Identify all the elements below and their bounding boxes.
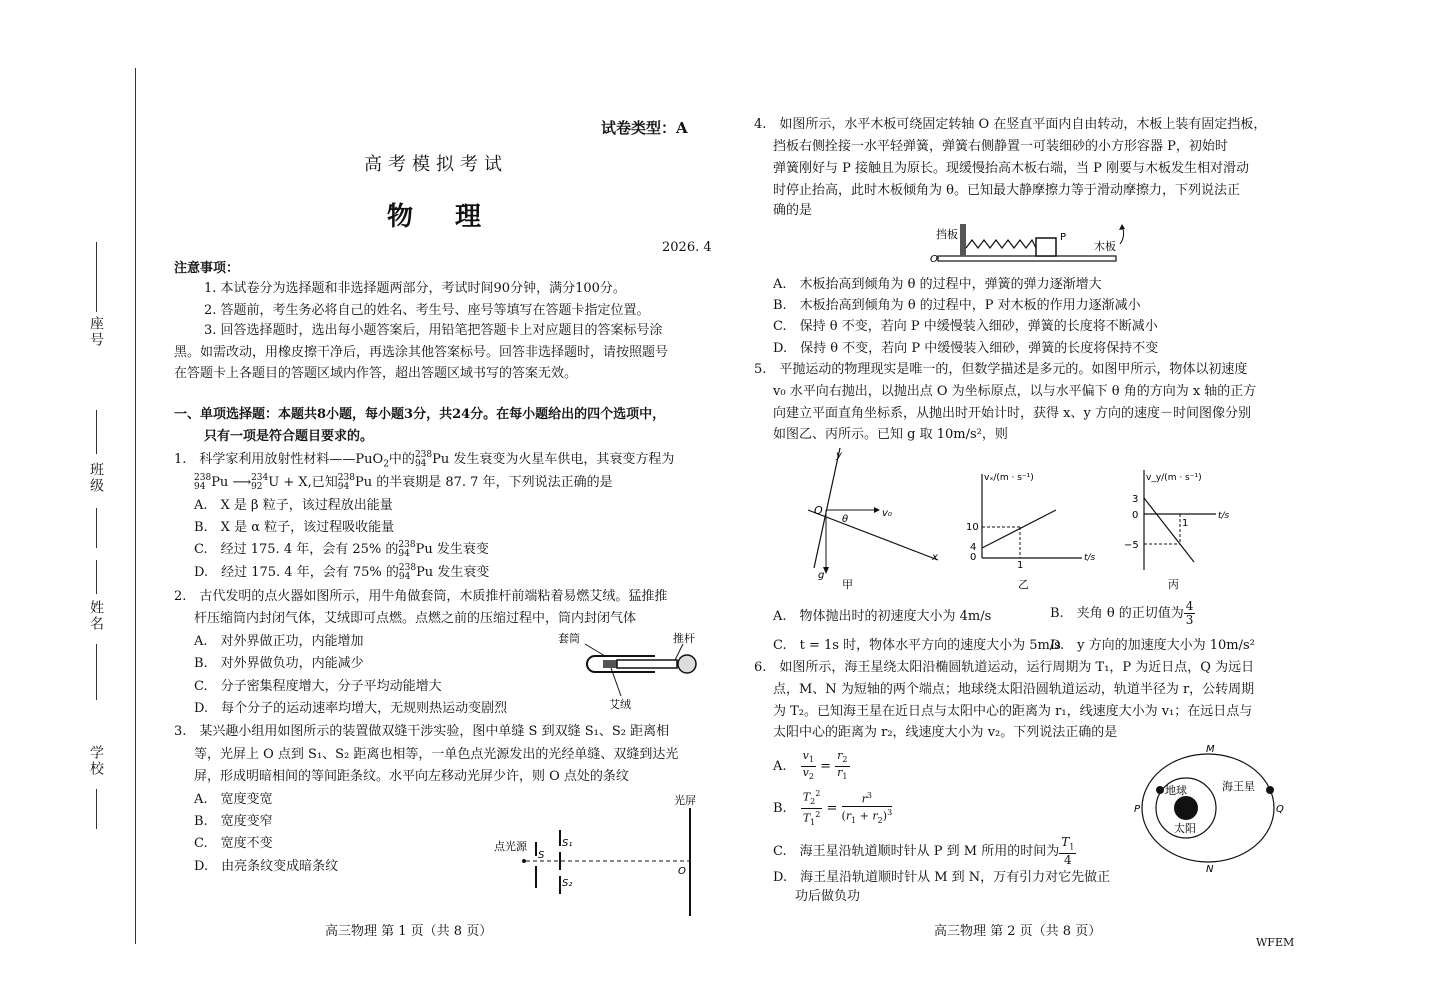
option-d-cont: 功后做负功 <box>795 889 861 904</box>
option-a: A. X 是 β 粒子，该过程放出能量 <box>194 498 393 513</box>
svg-text:甲: 甲 <box>842 578 853 590</box>
question-5-line: 如图乙、丙所示。已知 g 取 10m/s²，则 <box>773 427 1008 442</box>
notice-title: 注意事项： <box>174 261 240 276</box>
option-c: C. 宽度不变 <box>194 836 273 851</box>
option-b: B. 宽度变窄 <box>194 814 273 829</box>
option-a: A. $\frac{v_1}{v_2}$ = $\frac{r_2}{r_1}$ <box>773 749 848 782</box>
question-6-line: 6. 如图所示，海王星绕太阳沿椭圆轨道运动，运行周期为 T₁，P 为近日点，Q 为远日 <box>754 660 1255 675</box>
svg-text:丙: 丙 <box>1168 578 1179 590</box>
corner-mark: WFEM <box>1256 936 1295 949</box>
question-4-line: 时停止抬高，此时木板倾角为 θ。已知最大静摩擦力等于滑动摩擦力，下列说法正 <box>773 183 1240 198</box>
option-b: B. 木板抬高到倾角为 θ 的过程中，P 对木板的作用力逐渐减小 <box>773 298 1141 313</box>
question-2-line: 2. 古代发明的点火器如图所示，用牛角做套筒，木质推杆前端粘着易燃艾绒。猛推推 <box>174 589 668 604</box>
option-c: C. t = 1s 时，物体水平方向的速度大小为 5m/s <box>773 638 1061 653</box>
svg-text:3: 3 <box>1132 494 1139 505</box>
double-slit-figure <box>490 790 710 920</box>
question-6-line: 为 T₂。已知海王星在近日点与太阳中心的距离为 r₁，线速度大小为 v₁；在远日点与 <box>773 704 1253 719</box>
question-1-line: 1. 科学家利用放射性材料——PuO$_2$中的 238 94 Pu 发生衰变为火星车供电，其衰变方程为 <box>174 449 675 470</box>
label-sleeve: 套筒 <box>558 632 580 645</box>
neptune-orbit <box>1142 754 1274 862</box>
svg-text:vₓ/(m · s⁻¹): vₓ/(m · s⁻¹) <box>984 473 1034 483</box>
svg-text:N: N <box>1206 864 1214 874</box>
spring-board-figure <box>928 218 1134 268</box>
question-5-line: 5. 平抛运动的物理现实是唯一的，但数学描述是多元的。如图甲所示，物体以初速度 <box>754 362 1248 377</box>
option-c: C. 海王星沿轨道顺时针从 P 到 M 所用的时间为 $\frac{T_1}{4}$ <box>773 835 1075 868</box>
rod-handle <box>678 655 696 673</box>
binding-field-class: 班级 <box>86 410 106 550</box>
svg-text:S₁: S₁ <box>562 838 573 849</box>
notice-item: 在答题卡上各题目的答题区域内作答，超出答题区域书写的答案无效。 <box>174 366 578 381</box>
svg-text:4: 4 <box>970 542 977 553</box>
binding-field-name: 姓名 <box>86 560 106 700</box>
vx-line <box>982 510 1056 548</box>
option-b: B. X 是 α 粒子，该过程吸收能量 <box>194 520 395 535</box>
question-6-line: 点，M、N 为短轴的两个端点；地球绕太阳沿圆轨道运动，轨道半径为 r，公转周期 <box>773 682 1255 697</box>
rod-shape <box>617 660 677 668</box>
question-5-line: v₀ 水平向右抛出，以抛出点 O 为坐标原点，以与水平偏下 θ 角的方向为 x 轴的正方 <box>773 384 1257 399</box>
vy-line <box>1144 498 1194 562</box>
svg-text:θ: θ <box>842 514 849 525</box>
page-footer-left: 高三物理 第 1 页（共 8 页） <box>325 924 493 939</box>
svg-text:10: 10 <box>966 522 979 533</box>
section-heading: 一、单项选择题：本题共8小题，每小题3分，共24分。在每小题给出的四个选项中， <box>174 407 666 422</box>
option-a: A. 物体抛出时的初速度大小为 4m/s <box>773 609 992 624</box>
option-b: B. 夹角 θ 的正切值为 $\frac{4}{3}$ <box>1050 599 1194 627</box>
section-heading: 只有一项是符合题目要求的。 <box>204 429 374 444</box>
svg-text:地球: 地球 <box>1165 784 1187 797</box>
binding-margin-line <box>135 68 136 944</box>
option-d: D. 每个分子的运动速率均增大，无规则热运动变剧烈 <box>194 701 508 716</box>
question-3-line: 3. 某兴趣小组用如图所示的装置做双缝干涉实验，图中单缝 S 到双缝 S₁、S₂ 距离相 <box>174 724 670 739</box>
option-d: D. 保持 θ 不变，若向 P 中缓慢装入细砂，弹簧的长度将保持不变 <box>773 341 1159 356</box>
svg-text:太阳: 太阳 <box>1174 822 1196 835</box>
question-5-line: 向建立平面直角坐标系，从抛出时开始计时，获得 x、y 方向的速度－时间图像分别 <box>773 406 1251 421</box>
svg-text:v_y/(m · s⁻¹): v_y/(m · s⁻¹) <box>1146 473 1202 483</box>
exam-date: 2026. 4 <box>662 240 712 255</box>
option-c: C. 保持 θ 不变，若向 P 中缓慢装入细砂，弹簧的长度将不断减小 <box>773 319 1158 334</box>
svg-text:t/s: t/s <box>1218 511 1230 521</box>
spring-shape <box>966 240 1036 248</box>
option-d: D. y 方向的加速度大小为 10m/s² <box>1050 638 1255 653</box>
option-d: D. 海王星沿轨道顺时针从 M 到 N，万有引力对它先做正 <box>773 870 1111 885</box>
svg-text:P: P <box>1060 232 1067 243</box>
svg-text:−5: −5 <box>1124 540 1139 551</box>
point-source <box>522 859 526 863</box>
svg-text:M: M <box>1206 744 1215 755</box>
paper-type: 试卷类型：A <box>601 119 688 137</box>
figure-bing <box>1122 466 1242 590</box>
x-axis <box>808 510 938 560</box>
svg-text:t/s: t/s <box>1084 553 1096 563</box>
board-shape <box>938 256 1116 261</box>
exam-title: 高考模拟考试 <box>364 154 508 175</box>
option-b: B. 对外界做负功，内能减少 <box>194 656 364 671</box>
svg-text:光屏: 光屏 <box>674 794 696 807</box>
question-2-line: 杆压缩筒内封闭气体，艾绒即可点燃。点燃之前的压缩过程中，筒内封闭气体 <box>194 611 637 626</box>
svg-text:乙: 乙 <box>1018 578 1029 590</box>
figure-jia <box>808 448 948 590</box>
question-4-line: 4. 如图所示，水平木板可绕固定转轴 O 在竖直平面内自由转动，木板上装有固定挡板， <box>754 117 1267 132</box>
question-3-line: 等，光屏上 O 点到 S₁、S₂ 距离也相等，一单色点光源发出的光经单缝、双缝到达光 <box>194 747 679 762</box>
svg-text:g: g <box>818 570 825 581</box>
option-b: B. $\frac{T_2^2}{T_1^2}$ = $\frac{r^3}{(r_1 + r_2)^3}$ <box>773 789 893 827</box>
neptune-shape <box>1266 786 1274 794</box>
svg-text:S₂: S₂ <box>562 878 573 889</box>
option-c: C. 经过 175. 4 年，会有 25% 的 238 94 Pu 发生衰变 <box>194 539 489 559</box>
subject-title: 物 理 <box>387 202 490 232</box>
notice-item: 黑。如需改动，用橡皮擦干净后，再选涂其他答案标号。回答非选择题时，请按照题号 <box>174 345 669 360</box>
notice-item: 3. 回答选择题时，选出每小题答案后，用铅笔把答题卡上对应题目的答案标号涂 <box>204 323 663 338</box>
svg-text:点光源: 点光源 <box>494 840 527 853</box>
moxa-shape <box>603 660 617 668</box>
notice-item: 2. 答题前，考生务必将自己的姓名、考生号、座号等填写在答题卡指定位置。 <box>204 303 650 318</box>
container-P <box>1036 238 1056 256</box>
svg-text:O: O <box>930 254 938 265</box>
option-d: D. 经过 175. 4 年，会有 75% 的 238 94 Pu 发生衰变 <box>194 562 490 582</box>
svg-text:O: O <box>814 504 823 517</box>
svg-text:P: P <box>1134 804 1141 815</box>
option-a: A. 木板抬高到倾角为 θ 的过程中，弹簧的弹力逐渐增大 <box>773 277 1102 292</box>
question-4-line: 挡板右侧拴接一水平轻弹簧，弹簧右侧静置一可装细砂的小方形容器 P，初始时 <box>773 139 1228 154</box>
baffle-shape <box>960 224 966 256</box>
svg-text:0: 0 <box>970 552 977 563</box>
svg-text:v₀: v₀ <box>882 508 892 519</box>
sun-shape <box>1174 796 1198 820</box>
svg-text:O: O <box>678 866 686 877</box>
svg-text:1: 1 <box>1182 518 1189 529</box>
question-4-line: 确的是 <box>773 203 813 218</box>
figure-yi <box>962 466 1112 590</box>
earth-shape <box>1156 786 1164 794</box>
svg-text:挡板: 挡板 <box>936 228 958 241</box>
label-moxa: 艾绒 <box>609 698 631 711</box>
fire-piston-figure <box>555 628 715 712</box>
option-a: A. 宽度变宽 <box>194 792 273 807</box>
svg-text:1: 1 <box>1017 560 1024 571</box>
binding-field-seat: 座号 <box>86 242 106 382</box>
svg-text:S: S <box>538 850 545 861</box>
question-3-line: 屏，形成明暗相间的等间距条纹。水平向左移动光屏少许，则 O 点处的条纹 <box>194 769 629 784</box>
svg-text:海王星: 海王星 <box>1222 780 1255 793</box>
option-c: C. 分子密集程度增大，分子平均动能增大 <box>194 679 442 694</box>
option-d: D. 由亮条纹变成暗条纹 <box>194 859 339 874</box>
option-a: A. 对外界做正功，内能增加 <box>194 634 364 649</box>
svg-text:y: y <box>836 450 842 461</box>
label-rod: 推杆 <box>673 632 695 645</box>
svg-text:Q: Q <box>1276 804 1284 815</box>
orbit-figure <box>1126 742 1286 874</box>
svg-text:木板: 木板 <box>1094 240 1116 253</box>
page-footer-right: 高三物理 第 2 页（共 8 页） <box>934 924 1102 939</box>
question-6-line: 太阳中心的距离为 r₂，线速度大小为 v₂。下列说法正确的是 <box>773 725 1118 740</box>
notice-item: 1. 本试卷分为选择题和非选择题两部分，考试时间90分钟，满分100分。 <box>204 281 626 296</box>
binding-field-school: 学校 <box>86 725 106 835</box>
question-4-line: 弹簧刚好与 P 接触且为原长。现缓慢抬高木板右端，当 P 刚要与木板发生相对滑动 <box>773 161 1250 176</box>
svg-text:x: x <box>932 552 938 563</box>
question-1-line: 238 94 Pu ⟶ 234 92 U + X,已知 238 94 Pu 的半衰期是 87. 7 年，下列说法正确的是 <box>194 472 613 492</box>
svg-text:0: 0 <box>1132 510 1139 521</box>
